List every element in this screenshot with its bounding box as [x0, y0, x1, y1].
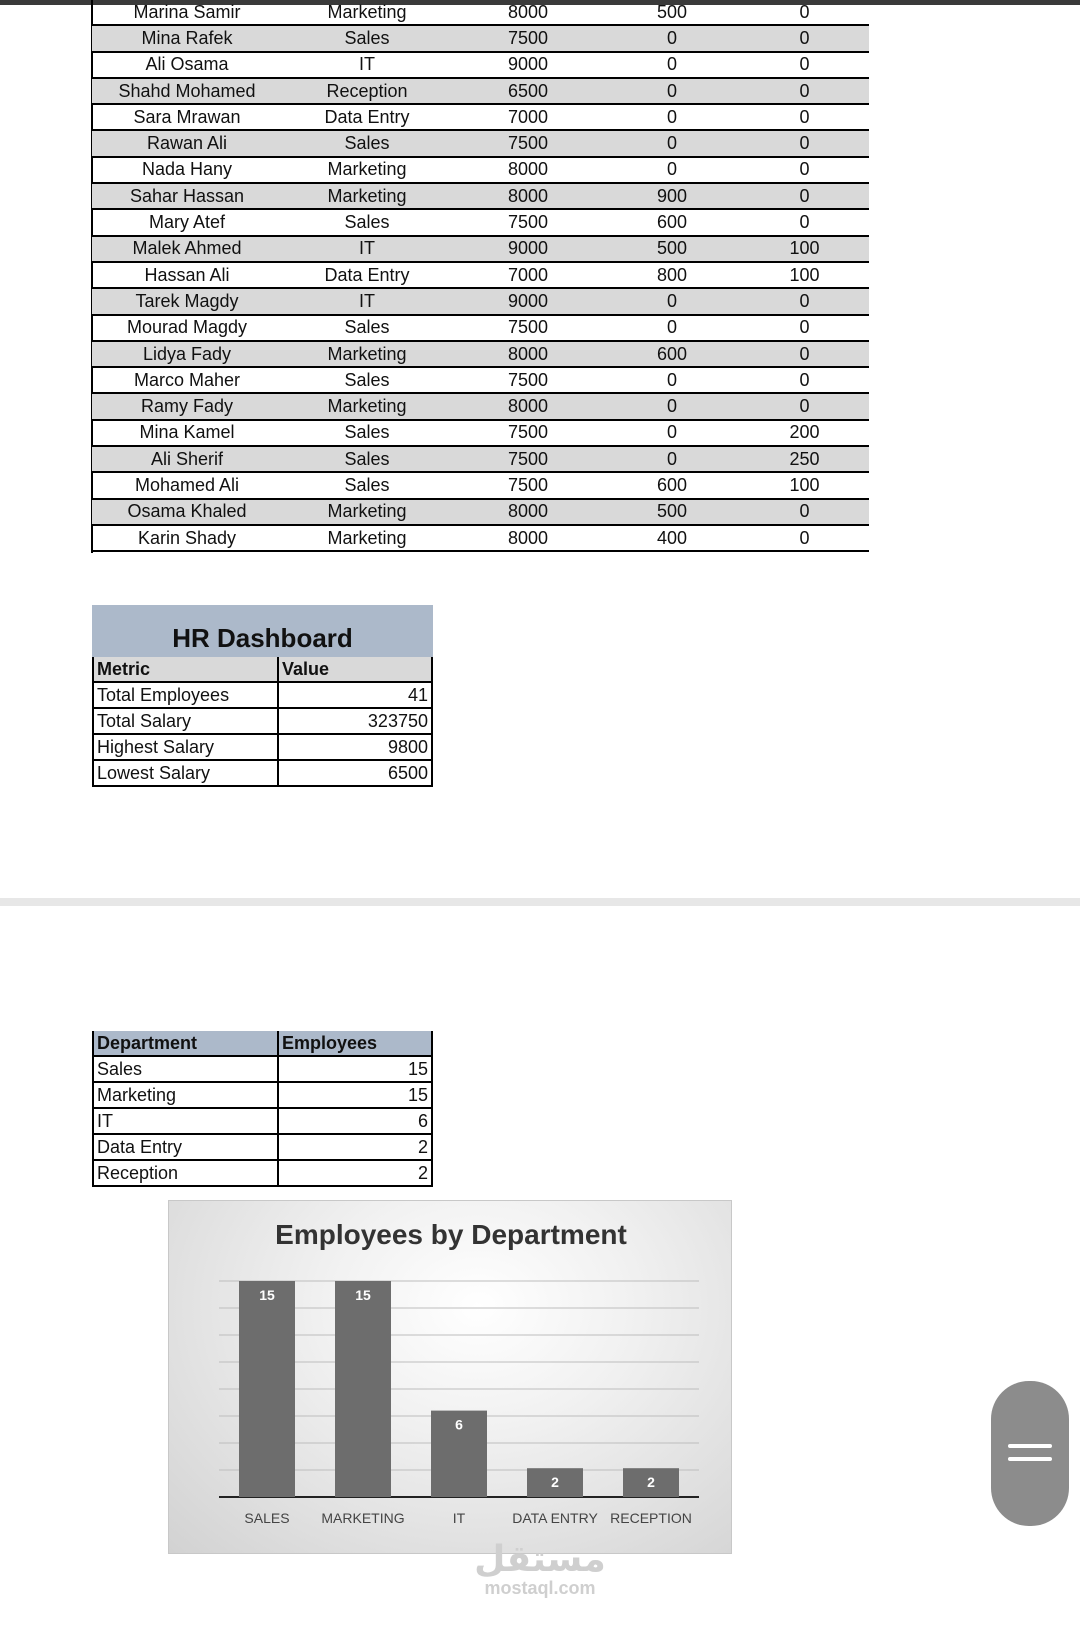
table-header-row — [94, 1031, 431, 1057]
salary-cell: 7500 — [507, 474, 549, 495]
x-tick-label: DATA ENTRY — [512, 1510, 598, 1526]
table-row — [92, 394, 869, 420]
deduction-cell: 0 — [799, 212, 810, 233]
bonus-cell: 500 — [656, 501, 688, 522]
table-row — [92, 158, 869, 184]
salary-cell: 8000 — [507, 396, 549, 417]
table-row — [92, 131, 869, 157]
bonus-cell: 0 — [666, 422, 677, 443]
x-tick-label: IT — [452, 1510, 466, 1526]
bonus-cell: 600 — [656, 474, 688, 495]
salary-cell: 9000 — [507, 54, 549, 75]
employee-name-cell: Hassan Ali — [144, 264, 230, 285]
table-row — [92, 184, 869, 210]
deduction-cell: 100 — [789, 474, 820, 495]
bonus-cell: 0 — [666, 54, 677, 75]
table-row — [94, 683, 431, 709]
bar-sales — [239, 1281, 295, 1497]
menu-lines-icon — [1008, 1444, 1052, 1448]
salary-cell: 8000 — [507, 1, 549, 22]
table-row — [92, 473, 869, 499]
bonus-cell: 600 — [656, 212, 688, 233]
salary-cell: 6500 — [507, 80, 549, 101]
table-row — [92, 316, 869, 342]
salary-cell: 7000 — [507, 106, 549, 127]
department-cell: Marketing — [327, 396, 407, 417]
value-cell: 6500 — [387, 762, 428, 783]
department-cell: Data Entry — [94, 1135, 279, 1159]
table-row — [92, 53, 869, 79]
department-cell: Data Entry — [324, 106, 410, 127]
table-row — [92, 342, 869, 368]
deduction-cell: 200 — [789, 422, 820, 443]
x-tick-label: SALES — [244, 1510, 290, 1526]
salary-cell: 9000 — [507, 238, 549, 259]
deduction-cell: 0 — [799, 290, 810, 311]
salary-cell: 9000 — [507, 290, 549, 311]
watermark-latin: mostaql.com — [484, 1578, 596, 1598]
deduction-cell: 0 — [799, 501, 810, 522]
employee-name-cell: Shahd Mohamed — [118, 80, 256, 101]
employee-name-cell: Tarek Magdy — [135, 290, 239, 311]
department-cell: Sales — [344, 422, 390, 443]
metric-cell: Lowest Salary — [94, 761, 279, 785]
table-row — [94, 1109, 431, 1135]
employees-cell: 2 — [417, 1136, 428, 1157]
employees-cell: 15 — [407, 1058, 428, 1079]
bonus-cell: 800 — [656, 264, 688, 285]
table-row — [92, 0, 869, 26]
department-cell: Marketing — [327, 159, 407, 180]
deduction-cell: 0 — [799, 27, 810, 48]
deduction-cell: 0 — [799, 369, 810, 390]
employees-cell: 6 — [417, 1110, 428, 1131]
department-table — [92, 1031, 433, 1187]
deduction-cell: 0 — [799, 106, 810, 127]
table-row — [92, 526, 869, 552]
employee-table — [92, 0, 869, 552]
deduction-cell: 0 — [799, 185, 810, 206]
department-cell: Marketing — [327, 1, 407, 22]
column-header-employees: Employees — [282, 1032, 378, 1053]
bonus-cell: 400 — [656, 527, 688, 548]
chart-plot — [169, 1201, 733, 1555]
deduction-cell: 0 — [799, 1, 810, 22]
table-row — [92, 368, 869, 394]
employee-name-cell: Ramy Fady — [140, 396, 234, 417]
watermark-arabic: مستقل — [474, 1539, 606, 1580]
deduction-cell: 0 — [799, 527, 810, 548]
table-row — [94, 761, 431, 787]
department-cell: Sales — [344, 212, 390, 233]
table-row — [92, 447, 869, 473]
employee-name-cell: Marina Samir — [133, 1, 241, 22]
salary-cell: 8000 — [507, 159, 549, 180]
hr-dashboard-table — [92, 657, 433, 787]
table-row — [92, 105, 869, 131]
salary-cell: 7500 — [507, 422, 549, 443]
bar-marketing — [335, 1281, 391, 1497]
salary-cell: 7500 — [507, 369, 549, 390]
employee-name-cell: Nada Hany — [141, 159, 233, 180]
deduction-cell: 0 — [799, 159, 810, 180]
employees-cell: 2 — [417, 1162, 428, 1183]
metric-cell: Total Salary — [94, 709, 279, 733]
bonus-cell: 0 — [666, 317, 677, 338]
department-cell: Sales — [94, 1057, 279, 1081]
table-row — [94, 1135, 431, 1161]
deduction-cell: 0 — [799, 317, 810, 338]
employee-name-cell: Mina Kamel — [139, 422, 235, 443]
bonus-cell: 0 — [666, 80, 677, 101]
data-label: 15 — [355, 1287, 371, 1303]
bonus-cell: 500 — [656, 1, 688, 22]
deduction-cell: 0 — [799, 54, 810, 75]
table-row — [92, 79, 869, 105]
value-cell: 323750 — [367, 710, 428, 731]
employees-cell: 15 — [407, 1084, 428, 1105]
floating-menu-button[interactable] — [991, 1381, 1069, 1526]
table-row — [92, 421, 869, 447]
x-tick-label: RECEPTION — [610, 1510, 692, 1526]
department-cell: Sales — [344, 474, 390, 495]
salary-cell: 7500 — [507, 133, 549, 154]
page-divider — [0, 898, 1080, 906]
column-header-value: Value — [282, 658, 330, 679]
table-row — [92, 237, 869, 263]
bonus-cell: 0 — [666, 369, 677, 390]
deduction-cell: 0 — [799, 343, 810, 364]
metric-cell: Highest Salary — [94, 735, 279, 759]
table-row — [92, 263, 869, 289]
employee-name-cell: Ali Sherif — [150, 448, 224, 469]
department-cell: Sales — [344, 133, 390, 154]
employee-name-cell: Mourad Magdy — [126, 317, 248, 338]
hr-dashboard-title: HR Dashboard — [172, 623, 353, 653]
department-cell: Data Entry — [324, 264, 410, 285]
deduction-cell: 250 — [789, 448, 820, 469]
bonus-cell: 0 — [666, 27, 677, 48]
chart-title: Employees by Department — [275, 1219, 627, 1250]
department-cell: IT — [94, 1109, 279, 1133]
department-cell: Sales — [344, 317, 390, 338]
menu-lines-icon — [1008, 1457, 1052, 1461]
salary-cell: 8000 — [507, 343, 549, 364]
watermark — [470, 1539, 610, 1599]
employees-chart — [168, 1200, 732, 1554]
salary-cell: 7500 — [507, 317, 549, 338]
deduction-cell: 0 — [799, 80, 810, 101]
department-cell: Reception — [326, 80, 408, 101]
employee-name-cell: Sara Mrawan — [133, 106, 241, 127]
data-label: 2 — [647, 1474, 655, 1491]
department-cell: Reception — [94, 1161, 279, 1185]
table-row — [92, 500, 869, 526]
employee-name-cell: Osama Khaled — [127, 501, 247, 522]
salary-cell: 7000 — [507, 264, 549, 285]
salary-cell: 8000 — [507, 501, 549, 522]
salary-cell: 7500 — [507, 448, 549, 469]
department-cell: IT — [359, 238, 375, 259]
bonus-cell: 500 — [656, 238, 688, 259]
department-cell: Marketing — [327, 501, 407, 522]
table-row — [94, 1161, 431, 1187]
employee-name-cell: Malek Ahmed — [132, 238, 242, 259]
column-header-metric: Metric — [94, 657, 279, 681]
employee-name-cell: Sahar Hassan — [129, 185, 245, 206]
data-label: 15 — [259, 1287, 275, 1303]
department-cell: Marketing — [327, 527, 407, 548]
table-header-row — [94, 657, 431, 683]
table-row — [94, 709, 431, 735]
table-row — [94, 735, 431, 761]
table-row — [92, 210, 869, 236]
bonus-cell: 0 — [666, 133, 677, 154]
department-cell: Sales — [344, 27, 390, 48]
department-cell: IT — [359, 54, 375, 75]
table-row — [94, 1057, 431, 1083]
department-cell: IT — [359, 290, 375, 311]
bonus-cell: 0 — [666, 159, 677, 180]
value-cell: 41 — [407, 684, 428, 705]
table-row — [92, 289, 869, 315]
department-cell: Marketing — [327, 185, 407, 206]
bonus-cell: 900 — [656, 185, 688, 206]
employee-name-cell: Marco Maher — [133, 369, 241, 390]
metric-cell: Total Employees — [94, 683, 279, 707]
bonus-cell: 0 — [666, 448, 677, 469]
bonus-cell: 0 — [666, 106, 677, 127]
deduction-cell: 0 — [799, 396, 810, 417]
employee-name-cell: Rawan Ali — [146, 133, 228, 154]
bonus-cell: 0 — [666, 290, 677, 311]
salary-cell: 8000 — [507, 185, 549, 206]
department-cell: Sales — [344, 448, 390, 469]
department-cell: Marketing — [327, 343, 407, 364]
table-row — [92, 26, 869, 52]
employee-name-cell: Mina Rafek — [141, 27, 233, 48]
employee-name-cell: Lidya Fady — [142, 343, 232, 364]
salary-cell: 8000 — [507, 527, 549, 548]
employee-name-cell: Mohamed Ali — [134, 474, 240, 495]
value-cell: 9800 — [387, 736, 428, 757]
deduction-cell: 100 — [789, 238, 820, 259]
employee-name-cell: Ali Osama — [145, 54, 229, 75]
deduction-cell: 100 — [789, 264, 820, 285]
column-header-department: Department — [94, 1031, 279, 1055]
employee-name-cell: Mary Atef — [148, 212, 226, 233]
deduction-cell: 0 — [799, 133, 810, 154]
data-label: 2 — [551, 1474, 559, 1491]
data-label: 6 — [455, 1416, 463, 1433]
department-cell: Sales — [344, 369, 390, 390]
table-row — [94, 1083, 431, 1109]
bonus-cell: 0 — [666, 396, 677, 417]
salary-cell: 7500 — [507, 212, 549, 233]
bonus-cell: 600 — [656, 343, 688, 364]
salary-cell: 7500 — [507, 27, 549, 48]
department-cell: Marketing — [94, 1083, 279, 1107]
x-tick-label: MARKETING — [321, 1510, 405, 1526]
employee-name-cell: Karin Shady — [137, 527, 237, 548]
